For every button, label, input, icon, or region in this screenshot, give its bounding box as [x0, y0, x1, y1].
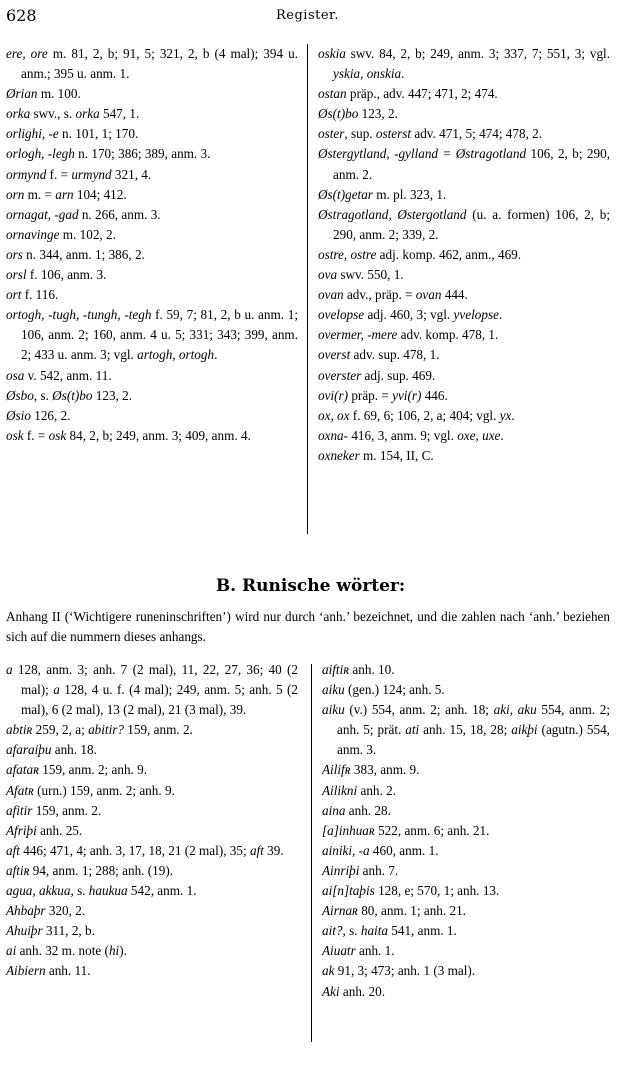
register-entry: Øsio 126, 2.: [6, 407, 71, 423]
register-entry: Afatʀ (urn.) 159, anm. 2; anh. 9.: [6, 782, 175, 798]
register-entry: afitir 159, anm. 2.: [6, 802, 102, 818]
register-entry: oskia swv. 84, 2, b; 249, anm. 3; 337, 7; 551, 3; vgl. yskia, onskia.: [318, 46, 610, 82]
register-entry: Ahbaþr 320, 2.: [6, 903, 86, 919]
register-entry: orn m. = arn 104; 412.: [6, 186, 127, 202]
register-entry: overmer, -mere adv. komp. 478, 1.: [318, 327, 499, 343]
register-entry: aiku (gen.) 124; anh. 5.: [322, 682, 445, 698]
register-entry: Airnaʀ 80, anm. 1; anh. 21.: [322, 903, 466, 919]
column-divider: [311, 664, 312, 1042]
register-entry: ornavinge m. 102, 2.: [6, 226, 116, 242]
register-entry: aina anh. 28.: [322, 802, 391, 818]
section-b-note: Anhang II (‘Wichtigere runeninschriften’) wird nur durch ‘anh.’ bezeichnet, und die zahlen nach ‘anh.’ beziehen sich auf die nummern dieses anhangs.: [6, 609, 610, 644]
register-entry: ere, ore m. 81, 2, b; 91, 5; 321, 2, b (4 mal); 394 u. anm.; 395 u. anm. 1.: [6, 46, 298, 82]
register-entry: afataʀ 159, anm. 2; anh. 9.: [6, 762, 148, 778]
register-entry: Aki anh. 20.: [322, 983, 385, 999]
register-entry: Øs(t)bo 123, 2.: [318, 106, 398, 122]
register-entry: Østragotland, Østergotland (u. a. formen) 106, 2, b; 290, anm. 2; 339, 2.: [318, 206, 610, 242]
register-entry: ox, ox f. 69, 6; 106, 2, a; 404; vgl. yx.: [318, 407, 515, 423]
section-b-left-column: [6, 660, 298, 982]
page-header: [6, 6, 606, 28]
section-b-title: B. Runische wörter:: [215, 576, 406, 596]
register-entry: ornagat, -gad n. 266, anm. 3.: [6, 206, 161, 222]
register-entry: Ørian m. 100.: [6, 86, 81, 102]
register-entry: Ailifʀ 383, anm. 9.: [322, 762, 420, 778]
register-entry: Afriþi anh. 25.: [6, 822, 83, 838]
register-entry: ovelopse adj. 460, 3; vgl. yvelopse.: [318, 307, 503, 323]
register-entry: ak 91, 3; 473; anh. 1 (3 mal).: [322, 963, 476, 979]
section-b-right-column: [322, 660, 610, 1002]
register-entry: ors n. 344, anm. 1; 386, 2.: [6, 246, 145, 262]
section-a-left-column: [6, 44, 298, 446]
register-entry: orka swv., s. orka 547, 1.: [6, 106, 140, 122]
register-entry: orlighi, -e n. 101, 1; 170.: [6, 126, 139, 142]
register-entry: ai anh. 32 m. note (hi).: [6, 943, 127, 959]
register-entry: [a]inhuaʀ 522, anm. 6; anh. 21.: [322, 822, 490, 838]
register-entry: ort f. 116.: [6, 287, 59, 303]
register-entry: Aiuatr anh. 1.: [322, 943, 395, 959]
register-entry: ostan präp., adv. 447; 471, 2; 474.: [318, 86, 498, 102]
register-entry: ai[n]taþis 128, e; 570, 1; anh. 13.: [322, 883, 500, 899]
register-entry: ostre, ostre adj. komp. 462, anm., 469.: [318, 246, 522, 262]
register-entry: ormynd f. = urmynd 321, 4.: [6, 166, 152, 182]
register-entry: agua, akkua, s. haukua 542, anm. 1.: [6, 883, 197, 899]
register-entry: oxna- 416, 3, anm. 9; vgl. oxe, uxe.: [318, 427, 504, 443]
register-entry: ortogh, -tugh, -tungh, -tegh f. 59, 7; 81, 2, b u. anm. 1; 106, anm. 2; 160, anm. 4 u. 5; 331; 343; 399, anm. 2; 433 u. anm. 3; vgl. artogh, ortogh.: [6, 307, 298, 363]
register-entry: Ainriþi anh. 7.: [322, 862, 399, 878]
running-head: Register.: [276, 8, 339, 23]
register-entry: Øsbo, s. Øs(t)bo 123, 2.: [6, 387, 133, 403]
register-entry: osk f. = osk 84, 2, b; 249, anm. 3; 409, anm. 4.: [6, 427, 251, 443]
column-divider: [307, 44, 308, 534]
register-entry: Ailikni anh. 2.: [322, 782, 396, 798]
register-entry: aiftiʀ anh. 10.: [322, 662, 395, 677]
section-a-right-column: [318, 44, 610, 466]
register-entry: oxneker m. 154, II, C.: [318, 447, 434, 463]
register-entry: orsl f. 106, anm. 3.: [6, 267, 107, 283]
register-entry: orlogh, -legh n. 170; 386; 389, anm. 3.: [6, 146, 211, 162]
register-entry: ovi(r) präp. = yvi(r) 446.: [318, 387, 448, 403]
register-entry: ainiki, -a 460, anm. 1.: [322, 842, 439, 858]
register-entry: Aibiern anh. 11.: [6, 963, 91, 979]
register-entry: overst adv. sup. 478, 1.: [318, 347, 440, 363]
register-entry: ova swv. 550, 1.: [318, 267, 404, 283]
register-entry: overster adj. sup. 469.: [318, 367, 436, 383]
register-entry: osa v. 542, anm. 11.: [6, 367, 112, 383]
register-entry: aftiʀ 94, anm. 1; 288; anh. (19).: [6, 862, 174, 878]
register-entry: afaraiþu anh. 18.: [6, 742, 97, 758]
register-entry: oster, sup. osterst adv. 471, 5; 474; 478, 2.: [318, 126, 543, 142]
register-entry: aiku (v.) 554, anm. 2; anh. 18; aki, aku 554, anm. 2; anh. 5; prät. ati anh. 15, 18, 28; aikþi (agutn.) 554, anm. 3.: [322, 702, 611, 758]
register-entry: Øs(t)getar m. pl. 323, 1.: [318, 186, 447, 202]
register-entry: ait?, s. haita 541, anm. 1.: [322, 923, 457, 939]
page-number: 628: [6, 6, 37, 25]
register-entry: Ahuiþr 311, 2, b.: [6, 923, 95, 939]
register-entry: aft 446; 471, 4; anh. 3, 17, 18, 21 (2 mal), 35; aft 39.: [6, 842, 284, 858]
register-entry: abtiʀ 259, 2, a; abitir? 159, anm. 2.: [6, 722, 193, 738]
register-entry: ovan adv., präp. = ovan 444.: [318, 287, 468, 303]
register-entry: a 128, anm. 3; anh. 7 (2 mal), 11, 22, 27, 36; 40 (2 mal); a 128, 4 u. f. (4 mal); 249, anm. 5; anh. 5 (2 mal), 6 (2 mal), 13 (2 mal), 21 (3 mal), 39.: [6, 662, 298, 718]
register-entry: Østergytland, -gylland = Østragotland 106, 2, b; 290, anm. 2.: [318, 146, 610, 182]
